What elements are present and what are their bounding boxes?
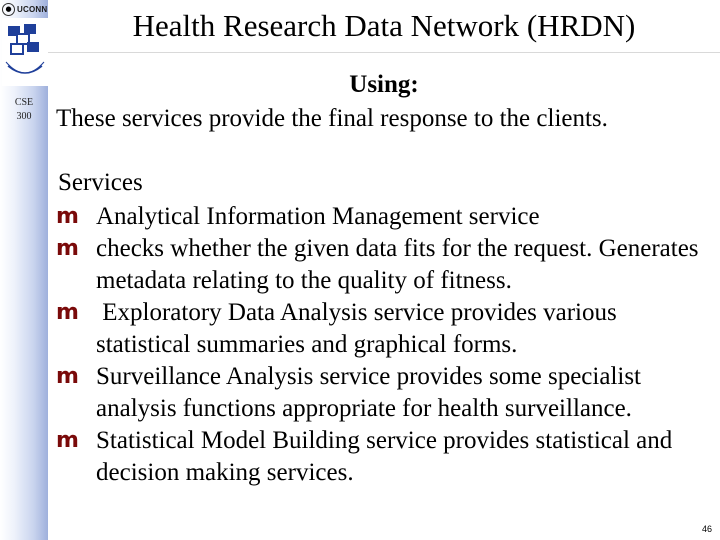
services-heading: Services — [58, 169, 143, 196]
institution-name: UCONN — [17, 4, 48, 14]
list-item-text: Analytical Information Management service — [96, 203, 540, 230]
list-item — [56, 233, 706, 297]
slide-title: Health Research Data Network (HRDN) — [132, 8, 636, 43]
services-list — [56, 201, 706, 489]
department-logo-icon — [2, 18, 48, 86]
course-number: 300 — [16, 111, 32, 122]
page-number: 46 — [701, 524, 712, 534]
using-text: These services provide the final response to the clients. — [56, 105, 608, 132]
list-item — [56, 361, 706, 425]
bullet-m-icon: m — [56, 428, 79, 453]
left-sidebar — [0, 0, 48, 540]
list-item-text: Surveillance Analysis service provides some specialist analysis functions appropriate for health surveillance. — [96, 363, 642, 422]
bullet-m-icon: m — [56, 364, 79, 389]
bullet-m-icon: m — [56, 236, 79, 261]
list-item — [56, 201, 706, 233]
bullet-m-icon: m — [56, 300, 79, 325]
list-item-text: Exploratory Data Analysis service provides various statistical summaries and graphical forms. — [96, 299, 623, 358]
bullet-m-icon: m — [56, 204, 79, 229]
uconn-header — [2, 2, 48, 16]
list-item — [56, 425, 706, 489]
list-item-text: checks whether the given data fits for the request. Generates metadata relating to the quality of fitness. — [96, 235, 699, 294]
using-heading: Using: — [349, 71, 419, 98]
course-label — [0, 96, 48, 124]
title-divider — [48, 52, 720, 53]
course-code: CSE — [14, 97, 34, 108]
university-seal-icon: ● — [2, 3, 15, 16]
list-item — [56, 297, 706, 361]
list-item-text: Statistical Model Building service provides statistical and decision making services. — [96, 427, 673, 486]
